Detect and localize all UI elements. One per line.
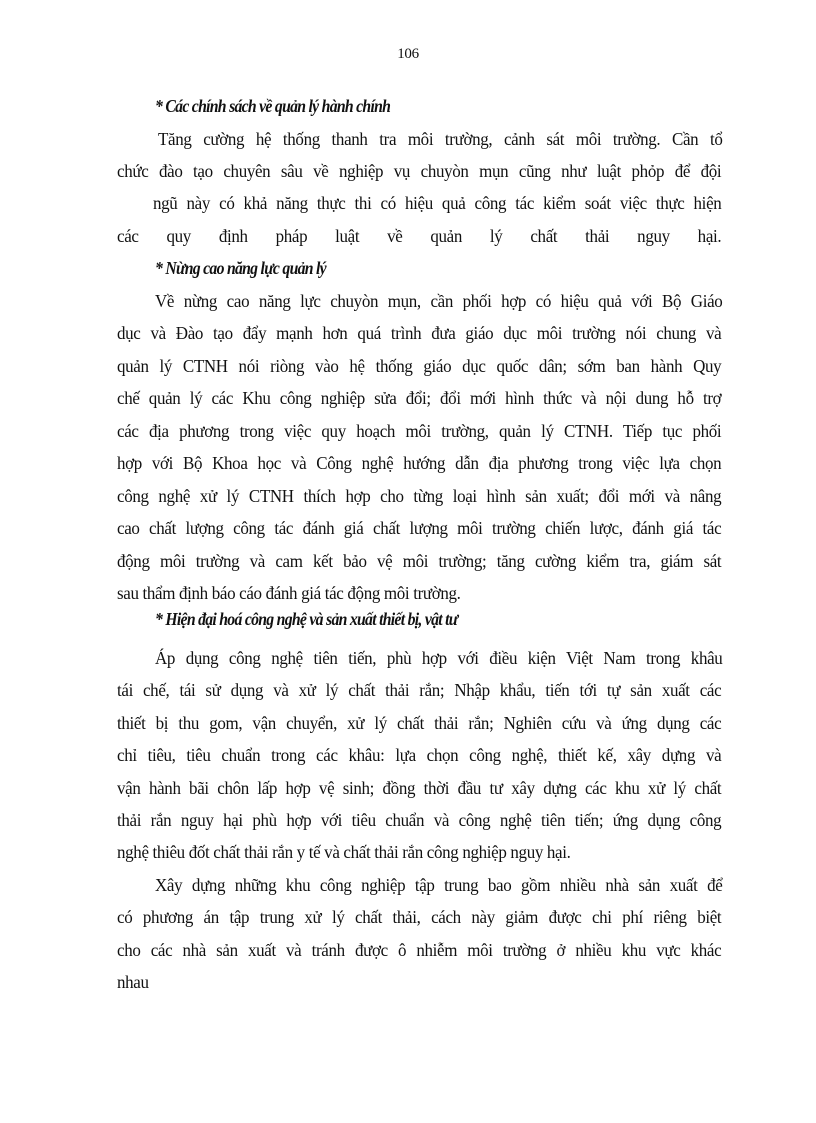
paragraph-line: Xây dựng những khu công nghiệp tập trung bao gồm nhiều nhà sản xuất để (155, 875, 723, 895)
paragraph-line: Áp dụng công nghệ tiên tiến, phù hợp với điều kiện Việt Nam trong khâu (155, 648, 723, 668)
paragraph-line: chế quản lý các Khu công nghiệp sửa đổi; đổi mới hình thức và nội dung hỗ trợ (117, 388, 722, 408)
section-heading-administrative-policies: * Các chính sách về quản lý hành chính (155, 96, 391, 116)
paragraph-line: cao chất lượng công tác đánh giá chất lượng môi trường chiến lược, đánh giá tác (117, 518, 722, 538)
paragraph-line: quản lý CTNH nói riòng vào hệ thống giáo dục quốc dân; sớm ban hành Quy (117, 356, 722, 376)
paragraph-line: tái chế, tái sử dụng và xử lý chất thải rắn; Nhập khẩu, tiến tới tự sản xuất các (117, 680, 722, 700)
paragraph-line: có phương án tập trung xử lý chất thải, cách này giảm được chi phí riêng biệt (117, 907, 722, 927)
paragraph-line: vận hành bãi chôn lấp hợp vệ sinh; đồng thời đầu tư xây dựng các khu xử lý chất (117, 778, 722, 798)
paragraph-line: các địa phương trong việc quy hoạch môi trường, quản lý CTNH. Tiếp tục phối (117, 421, 722, 441)
paragraph-line: ngũ này có khả năng thực thi có hiệu quả công tác kiểm soát việc thực hiện (153, 193, 722, 213)
paragraph-line: thiết bị thu gom, vận chuyển, xử lý chất thải rắn; Nghiên cứu và ứng dụng các (117, 713, 722, 733)
paragraph-line: thải rắn nguy hại phù hợp với tiêu chuẩn và công nghệ tiên tiến; ứng dụng công (117, 810, 722, 830)
paragraph-line: Về nừng cao năng lực chuyòn mụn, cần phối hợp có hiệu quả với Bộ Giáo (155, 291, 723, 311)
paragraph-line: Tăng cường hệ thống thanh tra môi trường, cảnh sát môi trường. Cần tổ (158, 129, 723, 149)
paragraph-line: các quy định pháp luật về quản lý chất thải nguy hại. (117, 226, 722, 246)
paragraph-line: động môi trường và cam kết bảo vệ môi trường; tăng cường kiểm tra, giám sát (117, 551, 722, 571)
paragraph-line: chức đào tạo chuyên sâu về nghiệp vụ chuyòn mụn cũng như luật phỏp để đội (117, 161, 722, 181)
paragraph-line: hợp với Bộ Khoa học và Công nghệ hướng dẫn địa phương trong việc lựa chọn (117, 453, 722, 473)
paragraph-line: nhau (117, 972, 149, 992)
paragraph-line: công nghệ xử lý CTNH thích hợp cho từng loại hình sản xuất; đổi mới và nâng (117, 486, 722, 506)
section-heading-modernization: * Hiện đại hoá công nghệ và sản xuất thiết bị, vật tư (155, 609, 458, 629)
paragraph-line: nghệ thiêu đốt chất thải rắn y tế và chất thải rắn công nghiệp nguy hại. (117, 842, 571, 862)
paragraph-line: dục và Đào tạo đẩy mạnh hơn quá trình đưa giáo dục môi trường nói chung và (117, 323, 722, 343)
paragraph-line: chỉ tiêu, tiêu chuẩn trong các khâu: lựa chọn công nghệ, thiết kế, xây dựng và (117, 745, 722, 765)
section-heading-management-capacity: * Nừng cao năng lực quản lý (155, 258, 326, 278)
page-number: 106 (397, 46, 419, 62)
paragraph-line: sau thẩm định báo cáo đánh giá tác động môi trường. (117, 583, 461, 603)
paragraph-line: cho các nhà sản xuất và tránh được ô nhiễm môi trường ở nhiều khu vực khác (117, 940, 722, 960)
